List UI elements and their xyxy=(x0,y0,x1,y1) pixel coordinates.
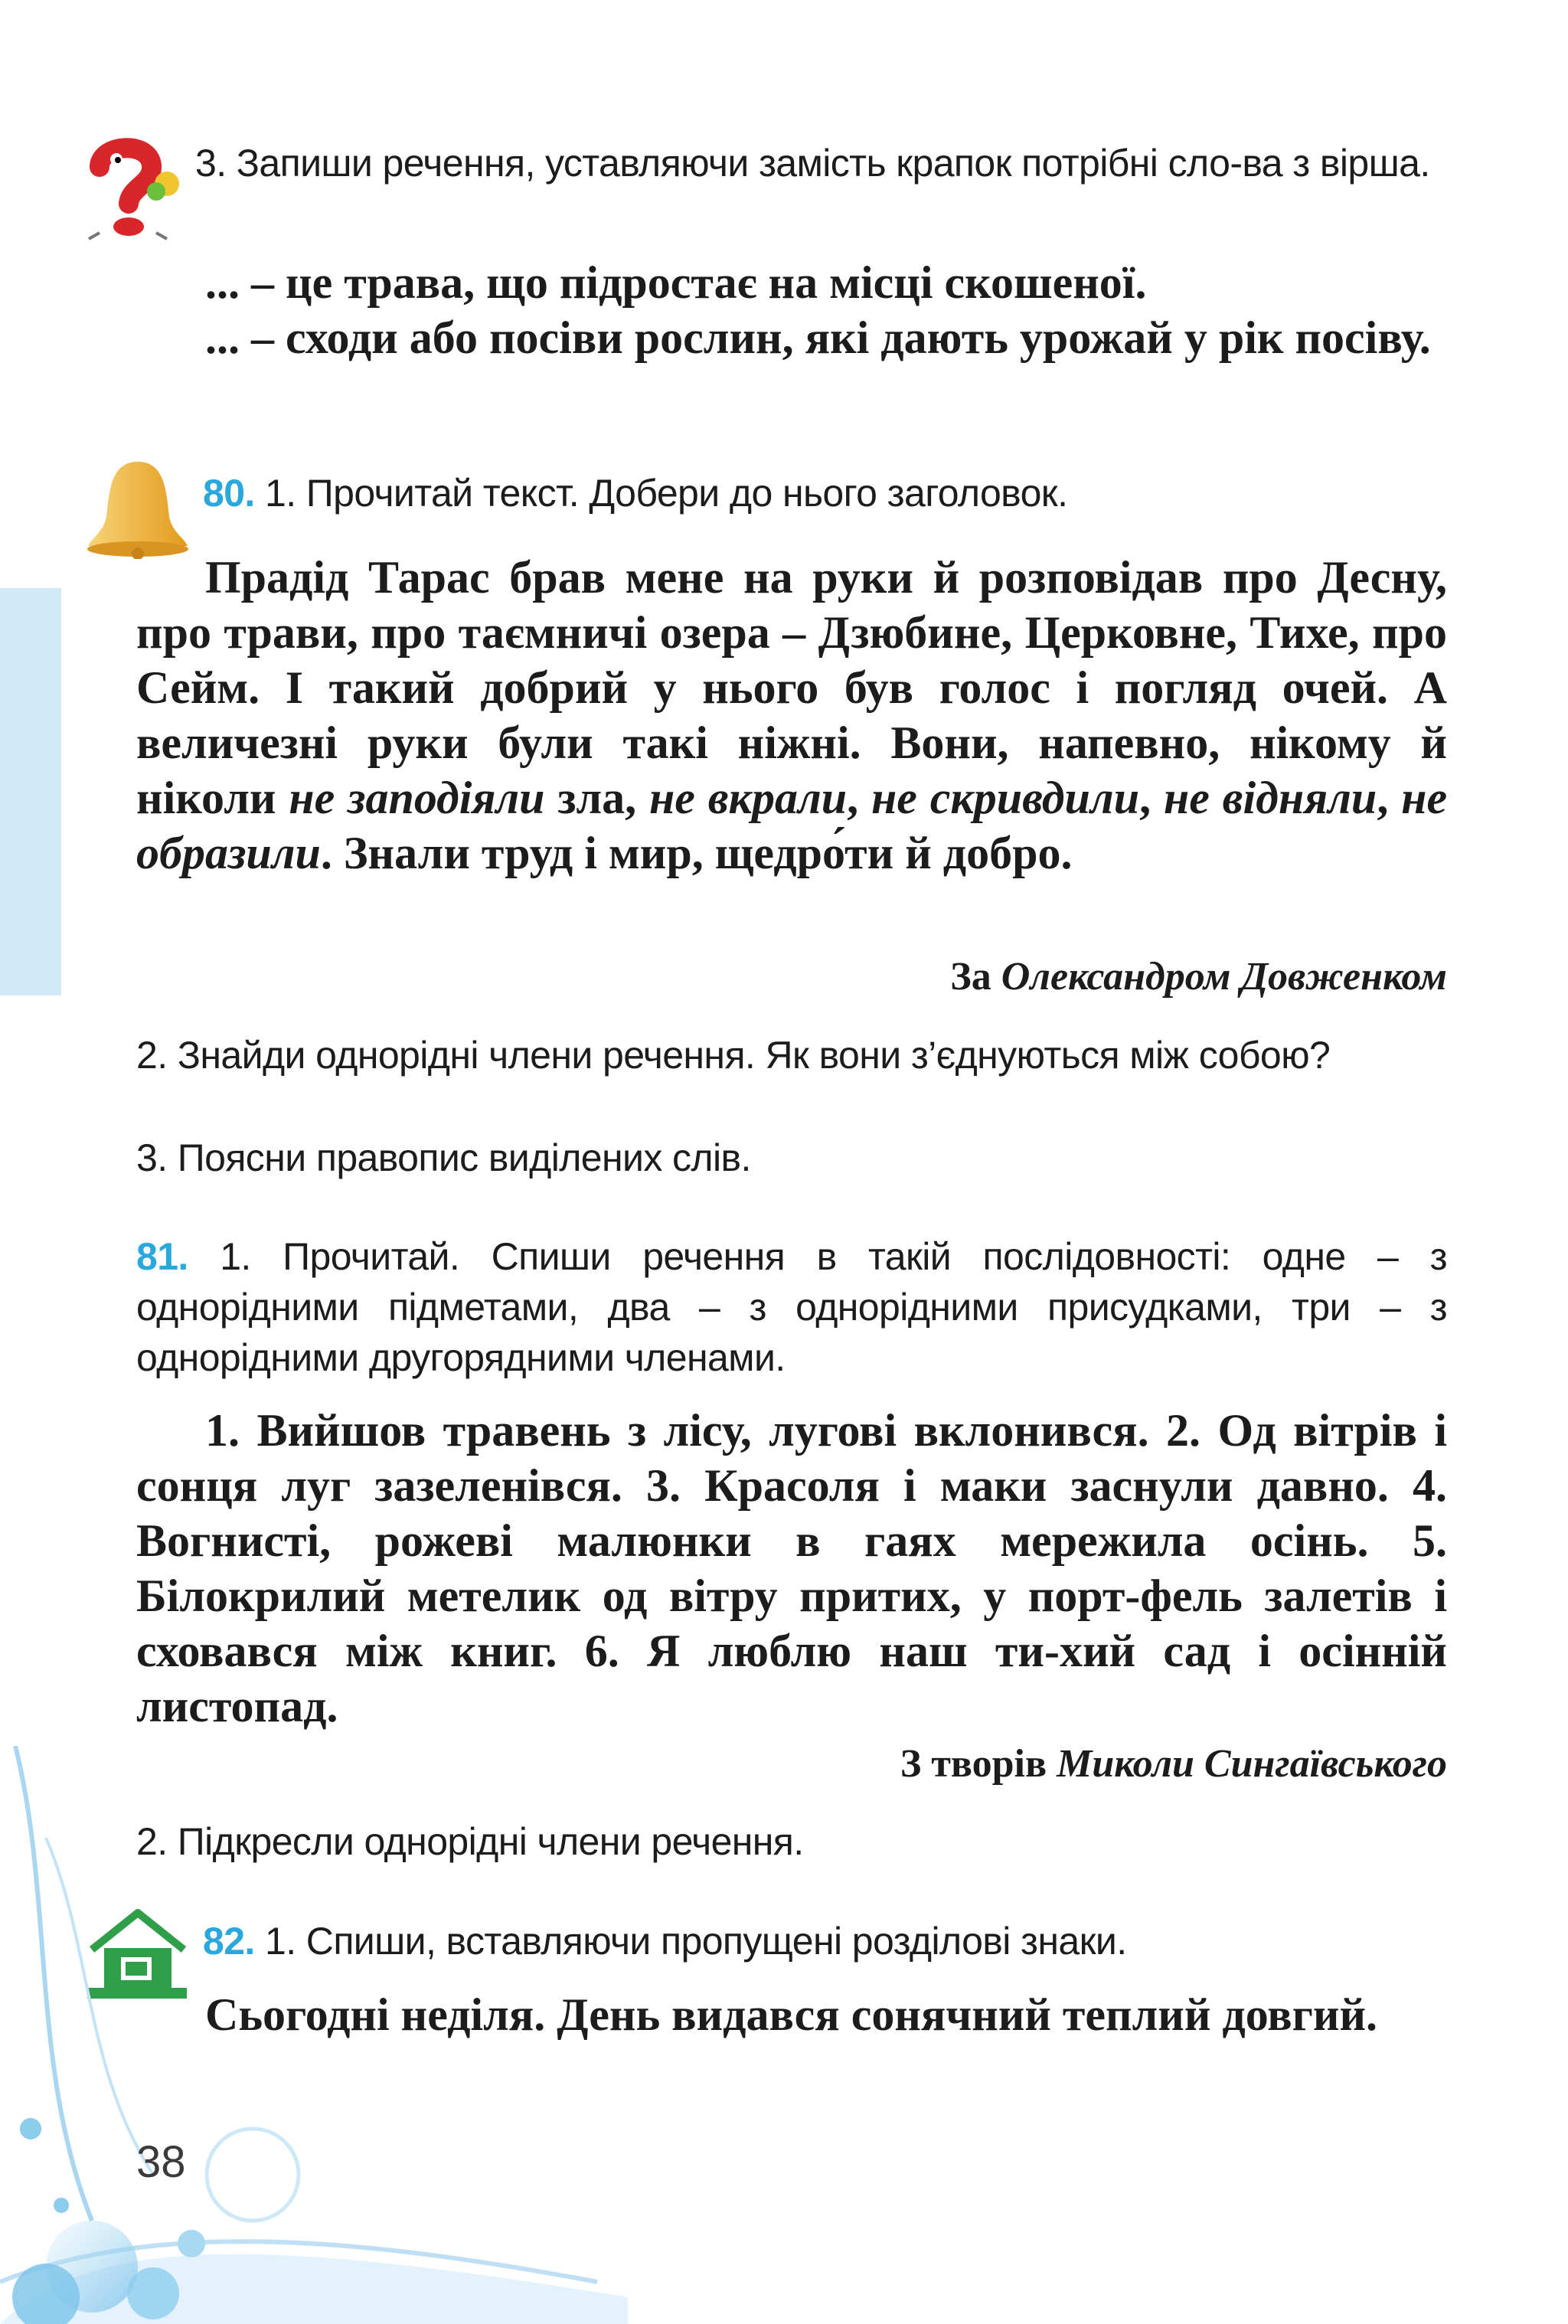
example-line-1: ... – це трава, що підростає на місці скошеної. xyxy=(205,257,1147,308)
source-author: Олександром Довженком xyxy=(1001,955,1447,999)
task-number: 81. xyxy=(136,1235,188,1278)
comma: , xyxy=(847,773,859,823)
highlighted-word: не заподіяли xyxy=(289,773,545,823)
side-margin-bar xyxy=(0,588,61,995)
task-80-source xyxy=(136,953,1447,1002)
highlighted-word: не вкрали xyxy=(648,773,848,823)
highlighted-word: не відняли xyxy=(1163,773,1377,823)
task-80-item-3 xyxy=(136,1133,1447,1183)
floral-decoration xyxy=(0,1746,628,2324)
bell-icon xyxy=(80,456,195,559)
item-2-text: 2. Знайди однорідні члени речення. Як вони з’єднуються між собою? xyxy=(136,1034,1331,1077)
source-prefix: З творів xyxy=(900,1742,1047,1786)
reading-text-part: зла, xyxy=(557,773,637,823)
task-80-instruction-text: 1. Прочитай текст. Добери до нього заголовок. xyxy=(265,472,1068,515)
task-79-item-3-text: 3. Запиши речення, уставляючи замість крапок потрібні сло-ва з вірша. xyxy=(195,142,1430,185)
comma: , xyxy=(1139,773,1152,823)
example-line-2: ... – сходи або посіви рослин, які дають урожай у рік посіву. xyxy=(205,312,1431,363)
item-3-text: 3. Поясни правопис виділених слів. xyxy=(136,1136,751,1179)
item-2-text: 2. Підкресли однорідні члени речення. xyxy=(136,1820,804,1863)
task-80-reading-text xyxy=(136,550,1447,881)
reading-text-start: Прадід Тарас брав мене на руки й розповідав про Десну, про трави, про таємничі озера – Дзюбине, Церковне, Тихе, про Сейм. І такий добрий у нього був голос і погляд очей. А величезні руки були такі ніжні. Вони, напевно, нікому й ніколи xyxy=(136,552,1447,823)
reading-text: 1. Вийшов травень з лісу, лугові вклонився. 2. Од вітрів і сонця луг зазеленівся. 3. Красоля і маки заснули давно. 4. Вогнисті, рожеві малюнки в гаях мережила осінь. 5. Білокрилий метелик од вітру притих, у порт-фель залетів і сховався між книг. 6. Я люблю наш ти-хий сад і осінній листопад. xyxy=(136,1405,1447,1731)
source-prefix: За xyxy=(950,955,991,999)
comma: , xyxy=(1377,773,1389,823)
reading-text-end: . Знали труд і мир, щедро́ти й добро. xyxy=(320,828,1073,878)
task-81-instruction-text: 1. Прочитай. Спиши речення в такій послідовності: одне – з однорідними підметами, два – з однорідними присудками, три – з однорідними другорядними членами. xyxy=(136,1235,1447,1379)
question-creature-icon xyxy=(77,136,184,244)
task-number: 82. xyxy=(203,1920,255,1963)
highlighted-word: не скривдили xyxy=(871,773,1140,823)
reading-text: Сьогодні неділя. День видався сонячний теплий довгий. xyxy=(205,1989,1378,2040)
task-81-reading-text xyxy=(136,1403,1447,1734)
task-80-instruction xyxy=(203,468,1447,518)
task-80-item-2 xyxy=(136,1030,1447,1080)
task-79-item-3 xyxy=(195,138,1447,188)
task-79-example-2 xyxy=(136,310,1447,365)
task-number: 80. xyxy=(203,472,255,515)
task-79-example-1 xyxy=(136,255,1447,310)
highlighted-word: не образили xyxy=(136,773,1448,878)
page-number: 38 xyxy=(136,2137,186,2187)
task-82-instruction-text: 1. Спиши, вставляючи пропущені розділові знаки. xyxy=(265,1920,1127,1963)
source-author: Миколи Сингаївського xyxy=(1057,1742,1447,1786)
task-81-instruction xyxy=(136,1231,1447,1383)
